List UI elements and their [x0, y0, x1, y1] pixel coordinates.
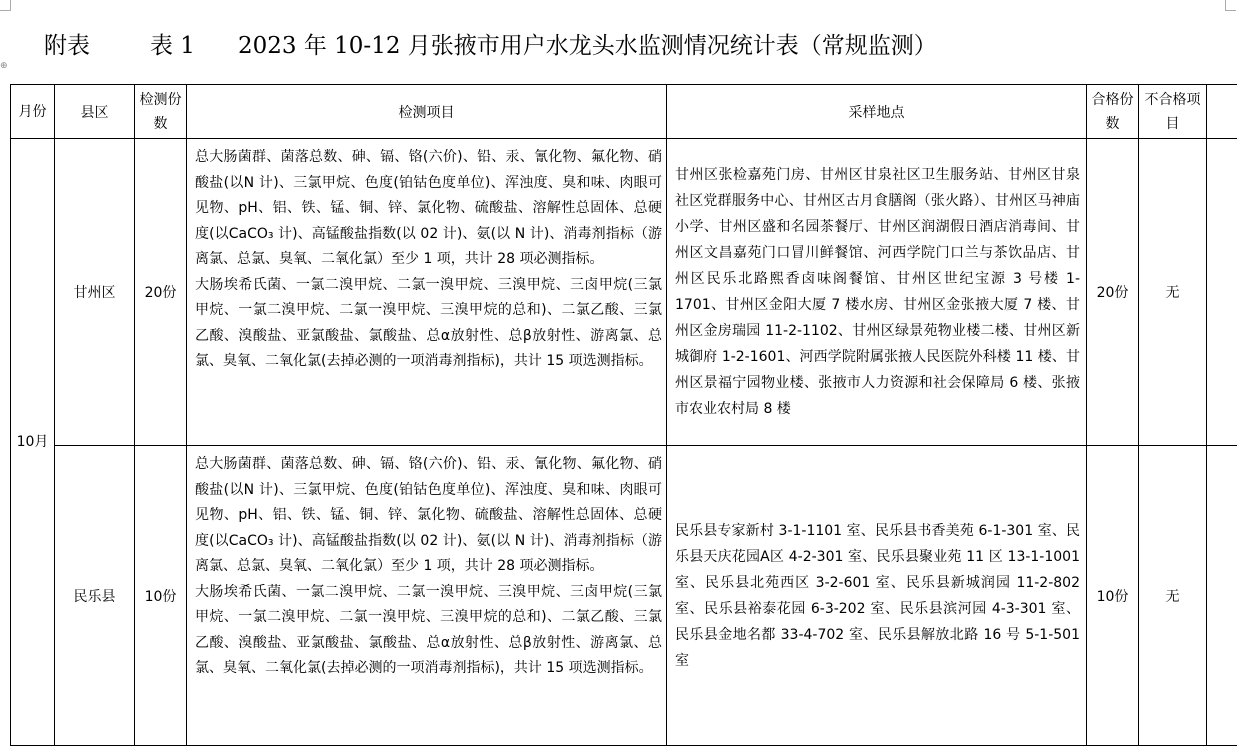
blank-cell [1207, 85, 1237, 139]
qualified-cell: 10份 [1087, 446, 1139, 746]
unqualified-cell: 无 [1139, 446, 1207, 746]
count-cell: 20份 [135, 139, 187, 446]
header-items: 检测项目 [187, 85, 667, 139]
items-cell [187, 446, 667, 746]
title-table-number: 表 1 [150, 33, 195, 59]
header-county: 县区 [55, 85, 135, 139]
blank-cell [1207, 139, 1237, 446]
blank-cell [1207, 446, 1237, 746]
county-cell: 甘州区 [55, 139, 135, 446]
paragraph-mark-icon: ⊕ [0, 61, 8, 71]
header-count: 检测份数 [135, 85, 187, 139]
statistics-table [10, 84, 1237, 746]
table-row [11, 446, 1237, 746]
statistics-table-wrapper [10, 84, 1237, 746]
table-header-row [11, 85, 1237, 139]
header-unqualified: 不合格项目 [1139, 85, 1207, 139]
document-title [0, 28, 1240, 64]
title-text: 2023 年 10-12 月张掖市用户水龙头水监测情况统计表（常规监测） [238, 33, 937, 59]
items-required: 总大肠菌群、菌落总数、砷、镉、铬(六价)、铅、汞、氰化物、氟化物、硝酸盐(以N 计)、三氯甲烷、色度(铂钴色度单位)、浑浊度、臭和味、肉眼可见物、pH、铝、铁、锰、铜、锌、氯化物、硫酸盐、溶解性总固体、总硬度(以CaCO₃ 计)、高锰酸盐指数(以 02 计)、氨(以 N 计)、消毒剂指标（游离氯、总氯、臭氧、二氧化氯）至少 1 项，共计 28 项必测指标。 [195, 456, 662, 574]
items-optional: 大肠埃希氏菌、一氯二溴甲烷、二氯一溴甲烷、三溴甲烷、三卤甲烷(三氯甲烷、一氯二溴甲烷、二氯一溴甲烷、三溴甲烷的总和)、二氯乙酸、三氯乙酸、溴酸盐、亚氯酸盐、氯酸盐、总α放射性、总β放射性、游离氯、总氯、臭氧、二氧化氯(去掉必测的一项消毒剂指标)，共计 15 项选测指标。 [195, 583, 662, 676]
location-cell: 甘州区张检嘉苑门房、甘州区甘泉社区卫生服务站、甘州区甘泉社区党群服务中心、甘州区古月食膳阁（张火路）、甘州区马神庙小学、甘州区盛和名园茶餐厅、甘州区润湖假日酒店消毒间、甘州区文昌嘉苑门口冒川鲜餐馆、河西学院门口兰与茶饮品店、甘州区民乐北路熙香卤味阁餐馆、甘州区世纪宝源 3 号楼 1-1701、甘州区金阳大厦 7 楼水房、甘州区金张掖大厦 7 楼、甘州区金房瑞园 11-2-1102、甘州区绿景苑物业楼二楼、甘州区新城御府 1-2-1601、河西学院附属张掖人民医院外科楼 11 楼、甘州区景福宁园物业楼、张掖市人力资源和社会保障局 6 楼、张掖市农业农村局 8 楼 [667, 139, 1087, 446]
items-required: 总大肠菌群、菌落总数、砷、镉、铬(六价)、铅、汞、氰化物、氟化物、硝酸盐(以N 计)、三氯甲烷、色度(铂钴色度单位)、浑浊度、臭和味、肉眼可见物、pH、铝、铁、锰、铜、锌、氯化物、硫酸盐、溶解性总固体、总硬度(以CaCO₃ 计)、高锰酸盐指数(以 02 计)、氨(以 N 计)、消毒剂指标（游离氯、总氯、臭氧、二氧化氯）至少 1 项，共计 28 项必测指标。 [195, 149, 662, 267]
items-cell [187, 139, 667, 446]
location-cell: 民乐县专家新村 3-1-1101 室、民乐县书香美苑 6-1-301 室、民乐县天庆花园A区 4-2-301 室、民乐县聚业苑 11 区 13-1-1001 室、民乐县北苑西区 3-2-601 室、民乐县新城润园 11-2-802 室、民乐县裕泰花园 6-3-202 室、民乐县滨河园 4-3-301 室、民乐县金地名都 33-4-702 室、民乐县解放北路 16 号 5-1-501 室 [667, 446, 1087, 746]
county-cell: 民乐县 [55, 446, 135, 746]
qualified-cell: 20份 [1087, 139, 1139, 446]
count-cell: 10份 [135, 446, 187, 746]
table-row [11, 139, 1237, 446]
header-location: 采样地点 [667, 85, 1087, 139]
unqualified-cell: 无 [1139, 139, 1207, 446]
page-corner-mark-left [0, 0, 11, 11]
page-corner-mark-right [1225, 0, 1236, 11]
title-prefix: 附表 [44, 33, 90, 59]
header-qualified: 合格份数 [1087, 85, 1139, 139]
items-optional: 大肠埃希氏菌、一氯二溴甲烷、二氯一溴甲烷、三溴甲烷、三卤甲烷(三氯甲烷、一氯二溴甲烷、二氯一溴甲烷、三溴甲烷的总和)、二氯乙酸、三氯乙酸、溴酸盐、亚氯酸盐、氯酸盐、总α放射性、总β放射性、游离氯、总氯、臭氧、二氧化氯(去掉必测的一项消毒剂指标)，共计 15 项选测指标。 [195, 276, 662, 369]
month-cell: 10月 [11, 139, 55, 746]
header-month: 月份 [11, 85, 55, 139]
